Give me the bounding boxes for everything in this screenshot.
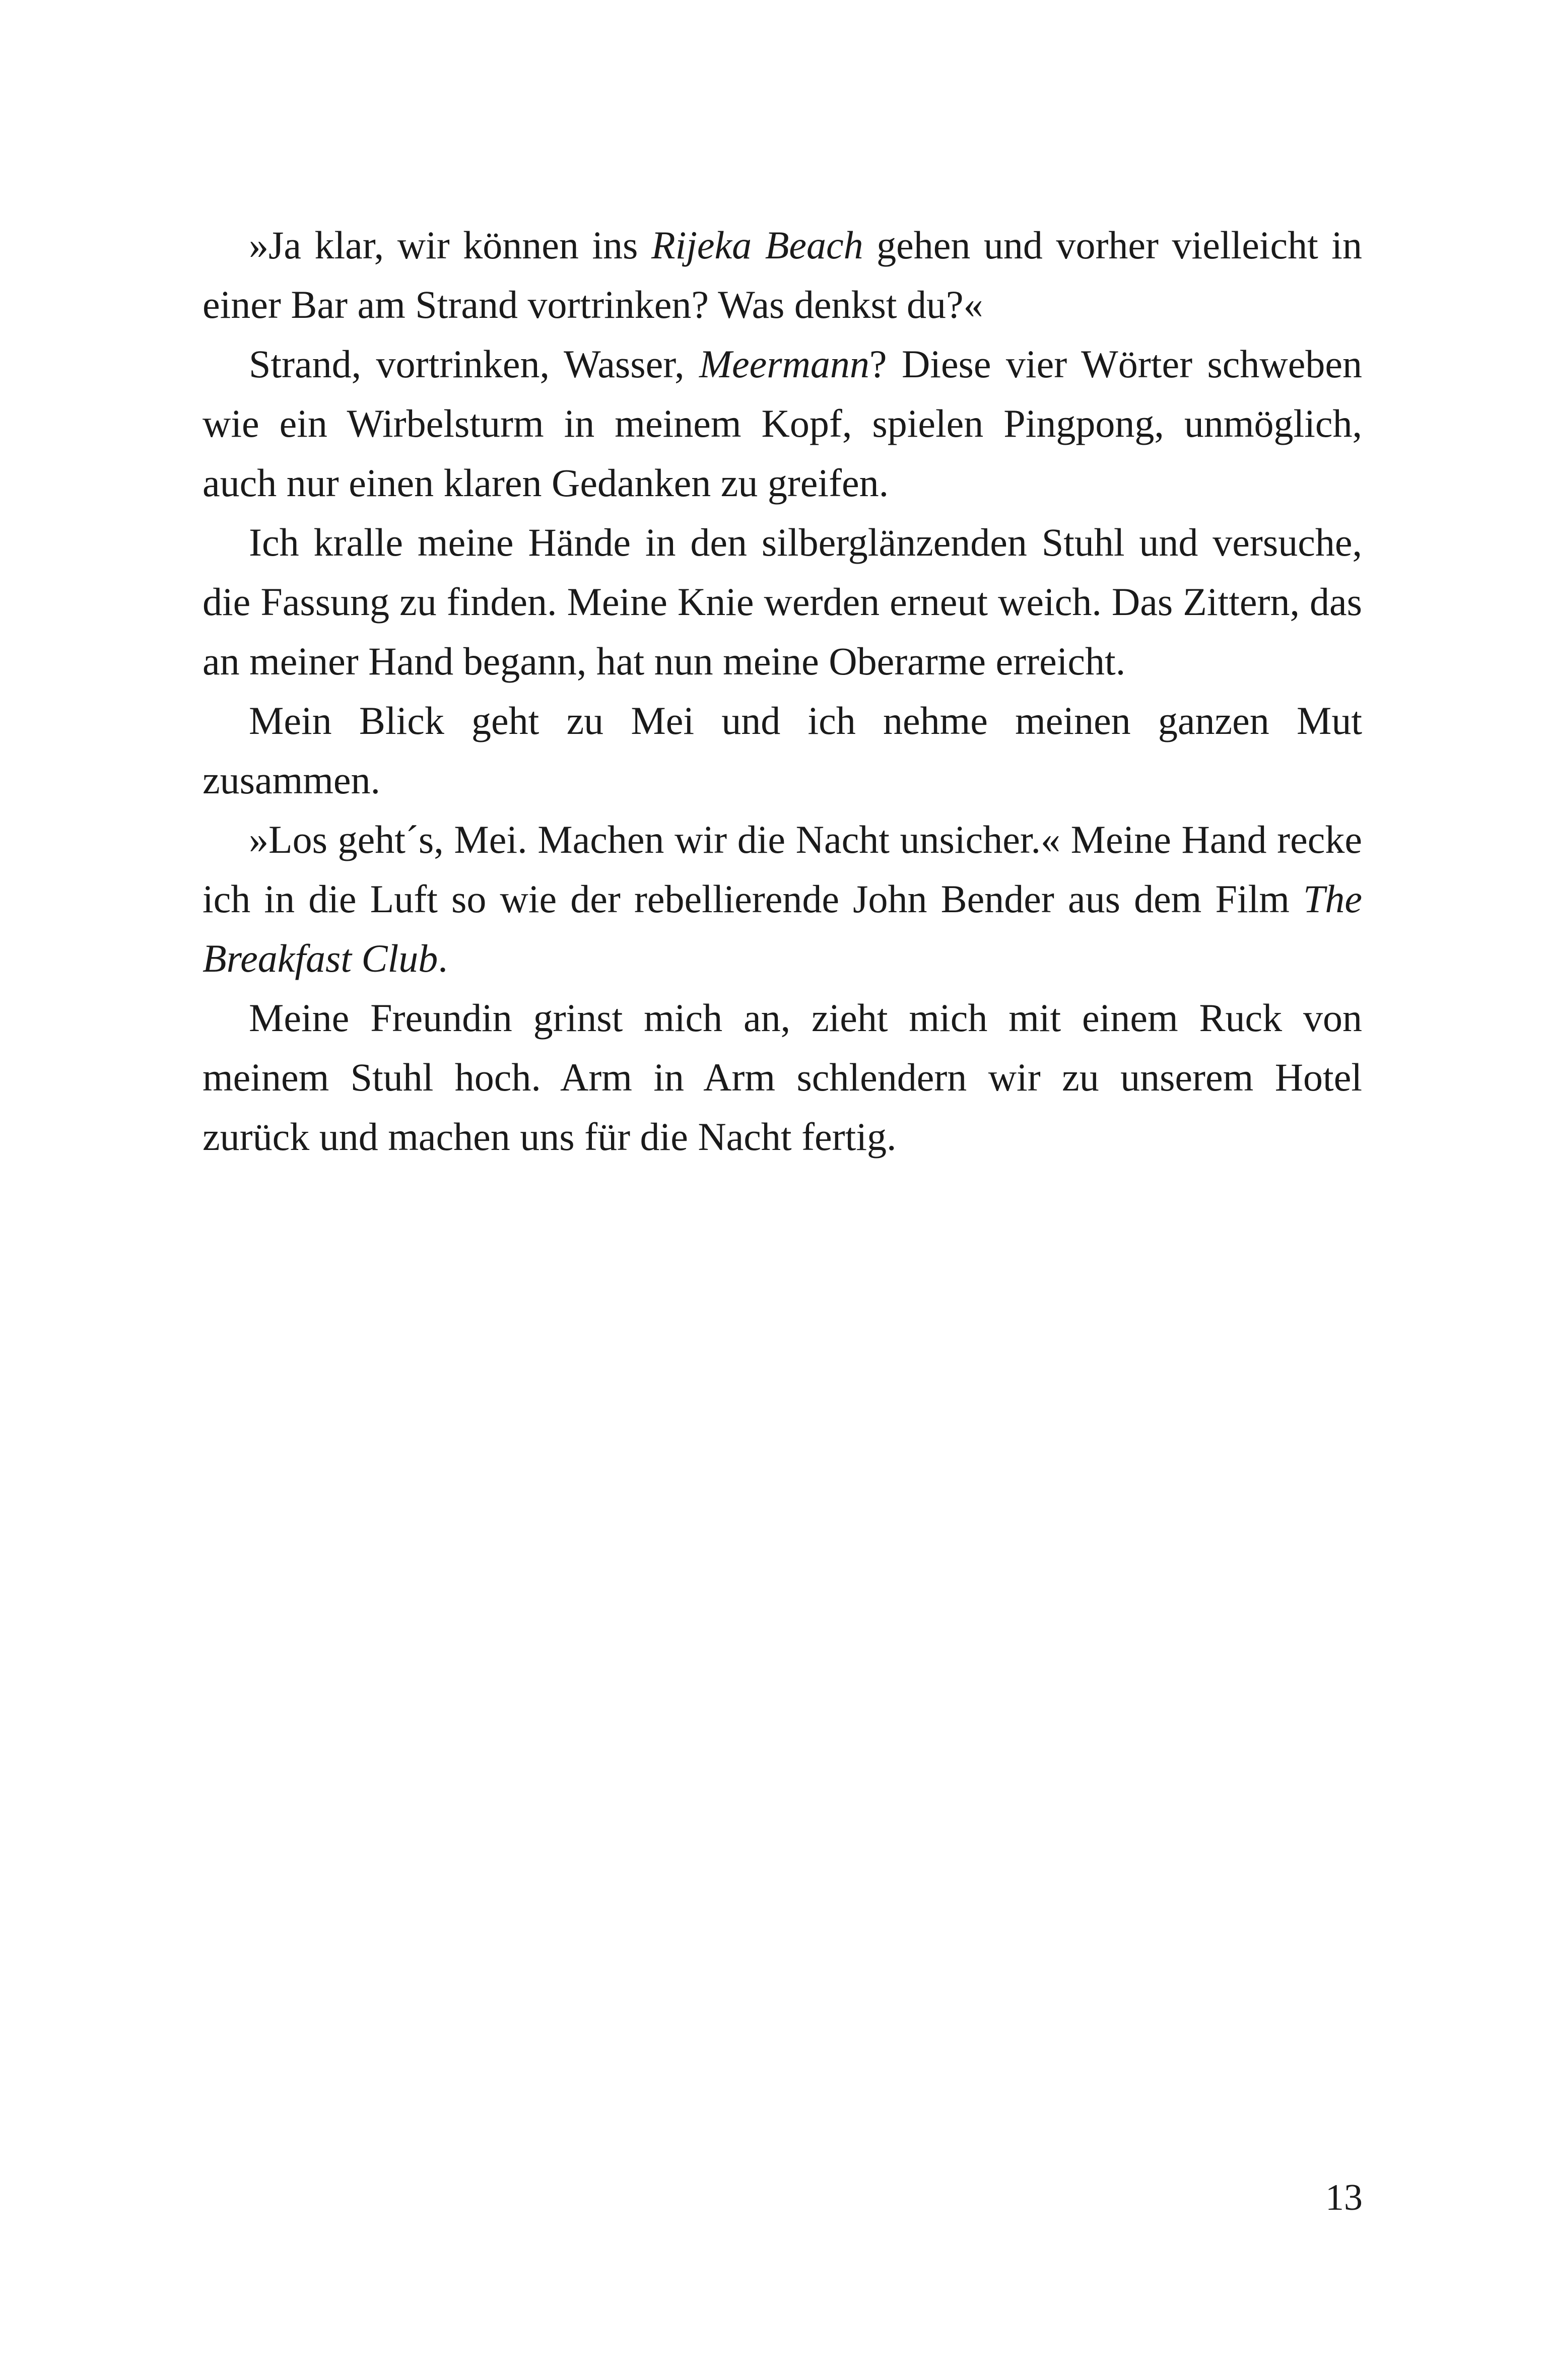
text-run: ? Diese vier Wörter schweben wie ein Wirbelsturm in meinem Kopf, spielen Pingpong, unmöglich, auch nur einen klaren Gedanken zu greifen.	[203, 342, 1362, 505]
paragraph	[203, 988, 1362, 1167]
text-run: Mein Blick geht zu Mei und ich nehme meinen ganzen Mut zusammen.	[203, 699, 1362, 802]
text-run: Ich kralle meine Hände in den silberglänzenden Stuhl und versuche, die Fassung zu finden. Meine Knie werden erneut weich. Das Zittern, das an meiner Hand begann, hat nun meine Oberarme erreicht.	[203, 520, 1362, 683]
paragraph	[203, 810, 1362, 988]
text-run: »Los geht´s, Mei. Machen wir die Nacht unsicher.« Meine Hand recke ich in die Luft so wie der rebellierende John Bender aus dem Film	[203, 818, 1362, 921]
paragraph	[203, 513, 1362, 691]
text-run: gehen und vorher vielleicht in einer Bar am Strand vortrinken? Was denkst du?«	[203, 223, 1362, 326]
italic-text: Meermann	[699, 342, 869, 386]
body-text	[203, 216, 1362, 1167]
paragraph	[203, 691, 1362, 810]
text-run: »Ja klar, wir können ins	[249, 223, 651, 267]
paragraph	[203, 216, 1362, 334]
italic-text: The Breakfast Club	[203, 877, 1362, 980]
text-run: Meine Freundin grinst mich an, zieht mich mit einem Ruck von meinem Stuhl hoch. Arm in Arm schlendern wir zu unserem Hotel zurück und machen uns für die Nacht fertig.	[203, 996, 1362, 1159]
page-number: 13	[1325, 2177, 1363, 2218]
italic-text: Rijeka Beach	[651, 223, 863, 267]
text-run: Strand, vortrinken, Wasser,	[249, 342, 700, 386]
text-run: .	[438, 936, 448, 980]
paragraph	[203, 334, 1362, 513]
